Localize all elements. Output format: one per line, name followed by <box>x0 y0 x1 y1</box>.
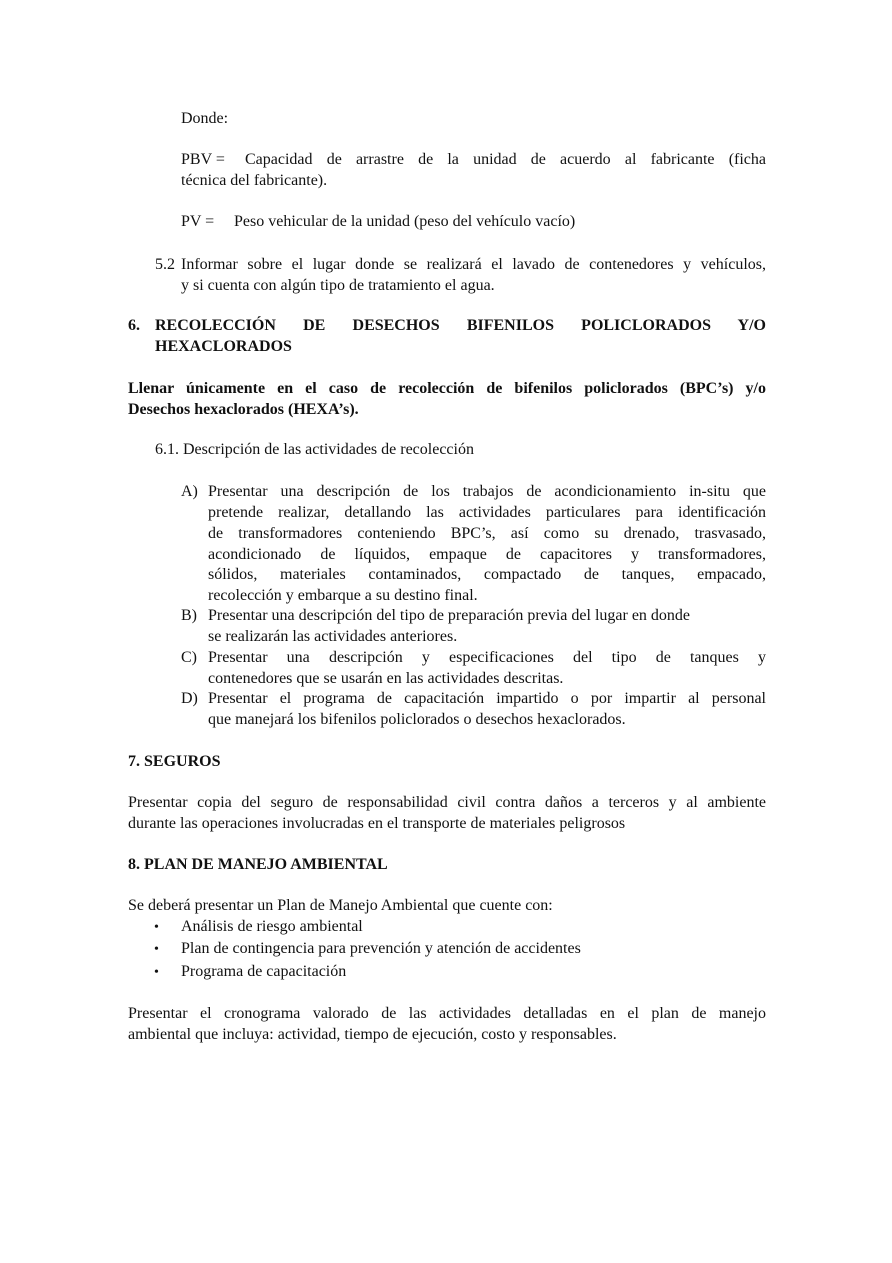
item-5-2-line2: y si cuenta con algún tipo de tratamiento el agua. <box>181 277 495 294</box>
section-8-title: 8. PLAN DE MANEJO AMBIENTAL <box>128 856 388 873</box>
pbv-definition-line2: técnica del fabricante). <box>181 172 328 189</box>
pbv-term: PBV = <box>181 151 225 168</box>
item-a-line5: sólidos, materiales contaminados, compactado de tanques, empacado, <box>208 566 766 583</box>
item-d-line2: que manejará los bifenilos policlorados o desechos hexaclorados. <box>208 711 626 728</box>
subitem-6-1: 6.1. Descripción de las actividades de recolección <box>155 441 474 458</box>
item-c-line2: contenedores que se usarán en las actividades descritas. <box>208 670 564 687</box>
item-d-marker: D) <box>181 690 198 707</box>
section-7-line2: durante las operaciones involucradas en el transporte de materiales peligrosos <box>128 815 626 832</box>
item-a-line4: acondicionado de líquidos, empaque de capacitores y transformadores, <box>208 546 766 563</box>
item-5-2-line1: Informar sobre el lugar donde se realizará el lavado de contenedores y vehículos, <box>181 256 766 273</box>
item-c-marker: C) <box>181 649 197 666</box>
item-a-line6: recolección y embarque a su destino final. <box>208 587 478 604</box>
bullet-item-1: Análisis de riesgo ambiental <box>181 918 363 935</box>
item-c-line1: Presentar una descripción y especificaciones del tipo de tanques y <box>208 649 766 666</box>
section-6-number: 6. <box>128 317 140 334</box>
item-d-line1: Presentar el programa de capacitación impartido o por impartir al personal <box>208 690 766 707</box>
section-7-title: 7. SEGUROS <box>128 753 221 770</box>
item-a-marker: A) <box>181 483 198 500</box>
item-b-line2: se realizarán las actividades anteriores. <box>208 628 458 645</box>
section-6-note-line1: Llenar únicamente en el caso de recolección de bifenilos policlorados (BPC’s) y/o <box>128 380 766 397</box>
item-a-line3: de transformadores conteniendo BPC’s, así como su drenado, trasvasado, <box>208 525 766 542</box>
bullet-icon: • <box>154 920 159 935</box>
item-5-2-number: 5.2 <box>155 256 175 273</box>
section-6-note-line2: Desechos hexaclorados (HEXA’s). <box>128 401 359 418</box>
bullet-icon: • <box>154 942 159 957</box>
donde-label: Donde: <box>181 110 229 127</box>
item-a-line1: Presentar una descripción de los trabajos de acondicionamiento in-situ que <box>208 483 766 500</box>
item-a-line2: pretende realizar, detallando las actividades particulares para identificación <box>208 504 766 521</box>
section-8-intro: Se deberá presentar un Plan de Manejo Ambiental que cuente con: <box>128 897 553 914</box>
section-8-closing-line2: ambiental que incluya: actividad, tiempo de ejecución, costo y responsables. <box>128 1026 617 1043</box>
bullet-item-3: Programa de capacitación <box>181 963 347 980</box>
section-6-title-line2: HEXACLORADOS <box>155 338 292 355</box>
section-7-line1: Presentar copia del seguro de responsabilidad civil contra daños a terceros y al ambiente <box>128 794 766 811</box>
section-6-title-line1: RECOLECCIÓN DE DESECHOS BIFENILOS POLICLORADOS Y/O <box>155 317 766 334</box>
pbv-definition-line1: Capacidad de arrastre de la unidad de acuerdo al fabricante (ficha <box>245 151 766 168</box>
item-b-line1: Presentar una descripción del tipo de preparación previa del lugar en donde <box>208 607 691 624</box>
pv-term: PV = <box>181 213 215 230</box>
bullet-item-2: Plan de contingencia para prevención y atención de accidentes <box>181 940 581 957</box>
section-8-closing-line1: Presentar el cronograma valorado de las actividades detalladas en el plan de manejo <box>128 1005 766 1022</box>
pv-definition: Peso vehicular de la unidad (peso del vehículo vacío) <box>234 213 576 230</box>
item-b-marker: B) <box>181 607 197 624</box>
bullet-icon: • <box>154 965 159 980</box>
